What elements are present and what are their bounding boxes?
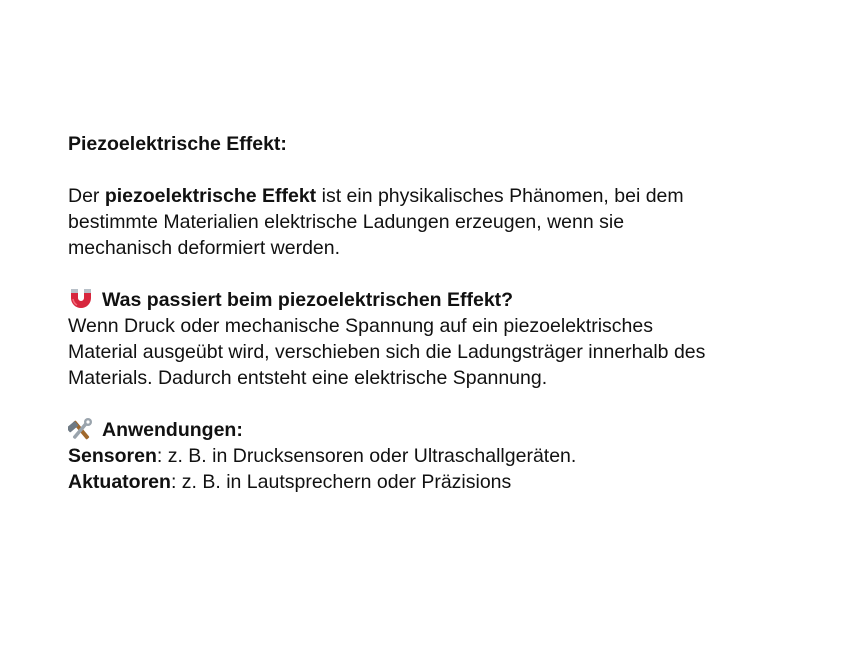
application-item-sensors	[68, 443, 838, 469]
section-what-happens	[68, 287, 838, 391]
section-apps-heading	[68, 417, 838, 443]
application-term: Aktuatoren	[68, 471, 171, 493]
spacer	[68, 157, 838, 183]
application-item-actuators	[68, 469, 838, 495]
intro-line-1-rest: ist ein physikalisches Phänomen, bei dem	[316, 185, 684, 207]
page-heading: Piezoelektrische Effekt:	[68, 133, 287, 155]
application-term: Sensoren	[68, 445, 157, 467]
document-body	[68, 131, 838, 495]
magnet-icon	[68, 287, 94, 311]
hammer-and-wrench-icon	[68, 417, 94, 441]
section-what-title: Was passiert beim piezoelektrischen Effekt?	[102, 289, 514, 311]
section-what-line-2: Material ausgeübt wird, verschieben sich die Ladungsträger innerhalb des	[68, 341, 706, 363]
spacer	[68, 391, 838, 417]
intro-paragraph	[68, 183, 838, 261]
intro-line-3: mechanisch deformiert werden.	[68, 237, 341, 259]
section-what-line-1: Wenn Druck oder mechanische Spannung auf ein piezoelektrisches	[68, 315, 653, 337]
intro-bold-term: piezoelektrische Effekt	[104, 185, 317, 207]
section-what-heading	[68, 287, 838, 313]
section-what-line-3: Materials. Dadurch entsteht eine elektrische Spannung.	[68, 367, 548, 389]
intro-prefix: Der	[68, 185, 105, 207]
spacer	[68, 261, 838, 287]
application-text: : z. B. in Drucksensoren oder Ultraschallgeräten.	[156, 445, 577, 467]
intro-line-2: bestimmte Materialien elektrische Ladungen erzeugen, wenn sie	[68, 211, 625, 233]
intro-line-1	[68, 183, 838, 209]
application-text: : z. B. in Lautsprechern oder Präzisions	[170, 471, 512, 493]
section-applications	[68, 417, 838, 495]
section-apps-title: Anwendungen:	[102, 419, 243, 441]
